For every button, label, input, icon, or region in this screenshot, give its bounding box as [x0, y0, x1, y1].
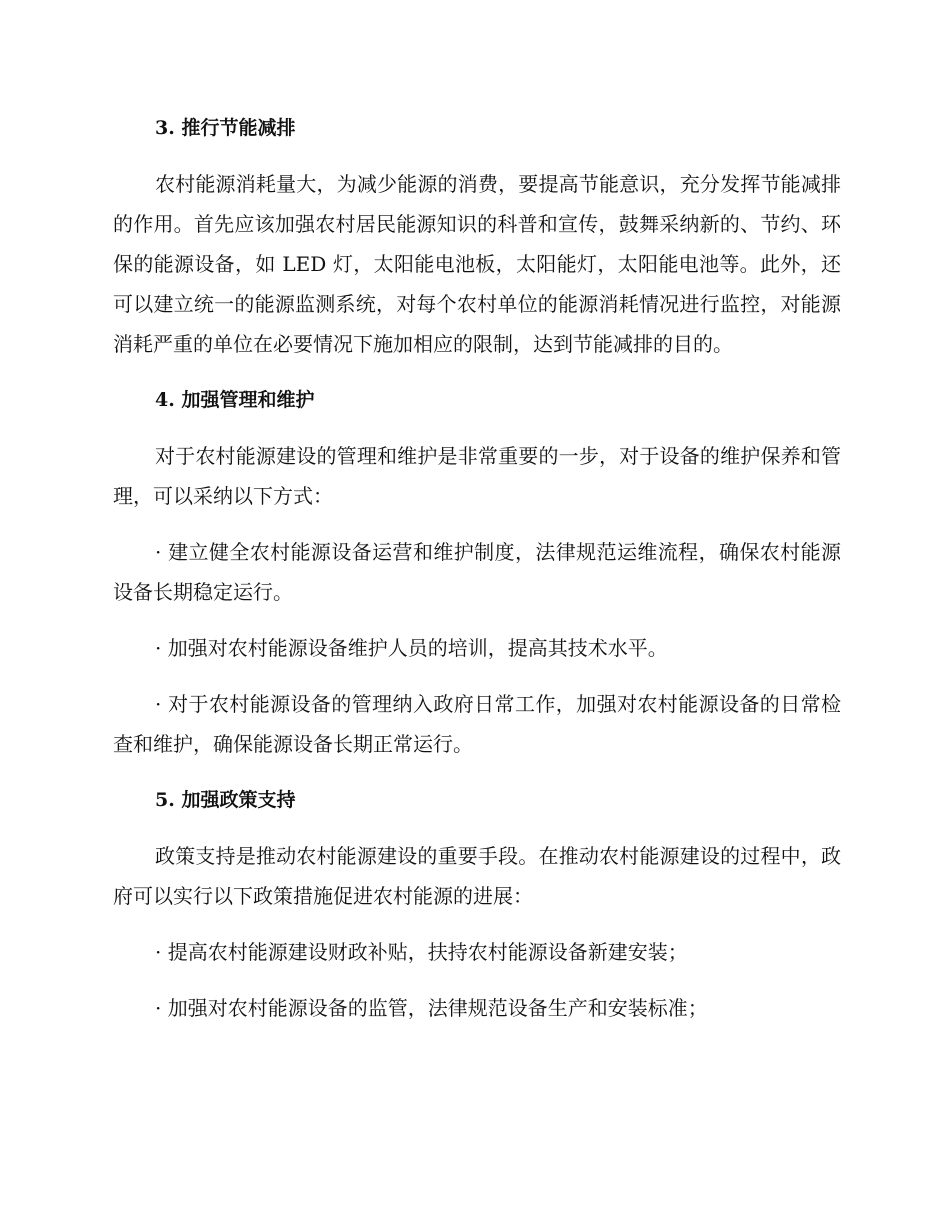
- section-heading-3: 3. 推行节能减排: [155, 117, 296, 139]
- section-heading-4: 4. 加强管理和维护: [155, 389, 315, 411]
- section-4-paragraph: 对于农村能源建设的管理和维护是非常重要的一步，对于设备的维护保养和管理，可以采纳以下方式：: [113, 444, 841, 508]
- document-body: [113, 108, 841, 1044]
- section-3-paragraph: 农村能源消耗量大，为减少能源的消费，要提高节能意识，充分发挥节能减排的作用。首先应该加强农村居民能源知识的科普和宣传，鼓舞采纳新的、节约、环保的能源设备，如 LED 灯，太阳能电池板，太阳能灯，太阳能电池等。此外，还可以建立统一的能源监测系统，对每个农村单位的能源消耗情况进行监控，对能源消耗严重的单位在必要情况下施加相应的限制，达到节能减排的目的。: [113, 172, 841, 356]
- section-4-bullet-3: · 对于农村能源设备的管理纳入政府日常工作，加强对农村能源设备的日常检查和维护，确保能源设备长期正常运行。: [113, 692, 841, 756]
- section-5-bullet-2: · 加强对农村能源设备的监管，法律规范设备生产和安装标准；: [155, 996, 708, 1020]
- section-4-bullet-1: · 建立健全农村能源设备运营和维护制度，法律规范运维流程，确保农村能源设备长期稳定运行。: [113, 540, 841, 604]
- section-4-bullet-2: · 加强对农村能源设备维护人员的培训，提高其技术水平。: [155, 636, 668, 660]
- section-heading-5: 5. 加强政策支持: [155, 789, 296, 811]
- section-5-paragraph: 政策支持是推动农村能源建设的重要手段。在推动农村能源建设的过程中，政府可以实行以下政策措施促进农村能源的进展：: [113, 844, 841, 908]
- section-5-bullet-1: · 提高农村能源建设财政补贴，扶持农村能源设备新建安装；: [155, 940, 688, 964]
